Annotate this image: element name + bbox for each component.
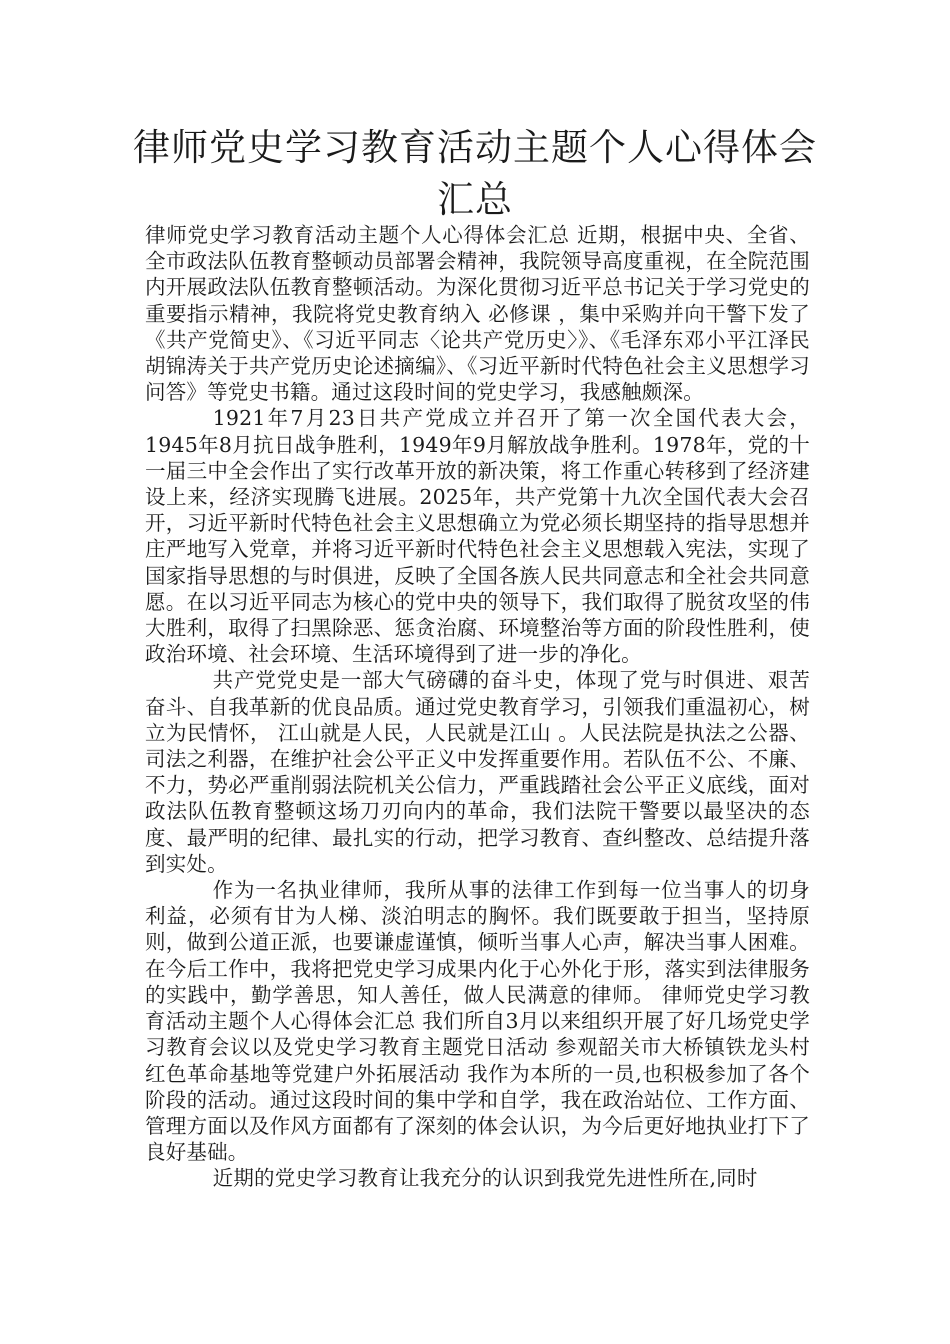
paragraph-party-history: 共产党党史是一部大气磅礴的奋斗史，体现了党与时俱进、艰苦奋斗、自我革新的优良品质。通过党史教育学习，引领我们重温初心，树立为民情怀， 江山就是人民，人民就是江山 。人民法院是执法之公器、司法之利器，在维护社会公平正义中发挥重要作用。若队伍不公、不廉、不力，势必严重削弱法院机关公信力，严重践踏社会公平正义底线，面对政法队伍教育整顿这场刀刃向内的革命，我们法院干警要以最坚决的态度、最严明的纪律、最扎实的行动，把学习教育、查纠整改、总结提升落到实处。 (145, 668, 810, 876)
paragraph-history: 1921年7月23日共产党成立并召开了第一次全国代表大会，1945年8月抗日战争胜利，1949年9月解放战争胜利。1978年，党的十一届三中全会作出了实行改革开放的新决策，将工作重心转移到了经济建设上来，经济实现腾飞进展。2025年，共产党第十九次全国代表大会召开，习近平新时代特色社会主义思想确立为党必须长期坚持的指导思想并庄严地写入党章，并将习近平新时代特色社会主义思想载入宪法，实现了国家指导思想的与时俱进，反映了全国各族人民共同意志和全社会共同意愿。在以习近平同志为核心的党中央的领导下，我们取得了脱贫攻坚的伟大胜利，取得了扫黑除恶、惩贪治腐、环境整治等方面的阶段性胜利，使政治环境、社会环境、生活环境得到了进一步的净化。 (145, 406, 810, 667)
document-title: 律师党史学习教育活动主题个人心得体会汇总 (133, 126, 817, 221)
paragraph-recent: 近期的党史学习教育让我充分的认识到我党先进性所在,同时 (212, 1166, 758, 1191)
paragraph-lawyer: 作为一名执业律师，我所从事的法律工作到每一位当事人的切身利益，必须有甘为人梯、淡泊明志的胸怀。我们既要敢于担当，坚持原则，做到公道正派，也要谦虚谨慎，倾听当事人心声，解决当事人困难。在今后工作中，我将把党史学习成果内化于心外化于形，落实到法律服务的实践中，勤学善思，知人善任，做人民满意的律师。 律师党史学习教育活动主题个人心得体会汇总 我们所自3月以来组织开展了好几场党史学习教育会议以及党史学习教育主题党日活动 参观韶关市大桥镇铁龙头村红色革命基地等党建户外拓展活动 我作为本所的一员,也积极参加了各个阶段的活动。通过这段时间的集中学和自学，我在政治站位、工作方面、管理方面以及作风方面都有了深刻的体会认识，为今后更好地执业打下了良好基础。 (145, 878, 810, 1165)
document-body (145, 222, 810, 1192)
paragraph-intro: 律师党史学习教育活动主题个人心得体会汇总 近期，根据中央、全省、全市政法队伍教育整顿动员部署会精神，我院领导高度重视，在全院范围内开展政法队伍教育整顿活动。为深化贯彻习近平总书记关于学习党史的重要指示精神，我院将党史教育纳入 必修课 ，集中采购并向干警下发了《共产党简史》、《习近平同志〈论共产党历史〉》、《毛泽东邓小平江泽民胡锦涛关于共产党历史论述摘编》、《习近平新时代特色社会主义思想学习问答》等党史书籍。通过这段时间的党史学习，我感触颇深。 (145, 223, 810, 405)
